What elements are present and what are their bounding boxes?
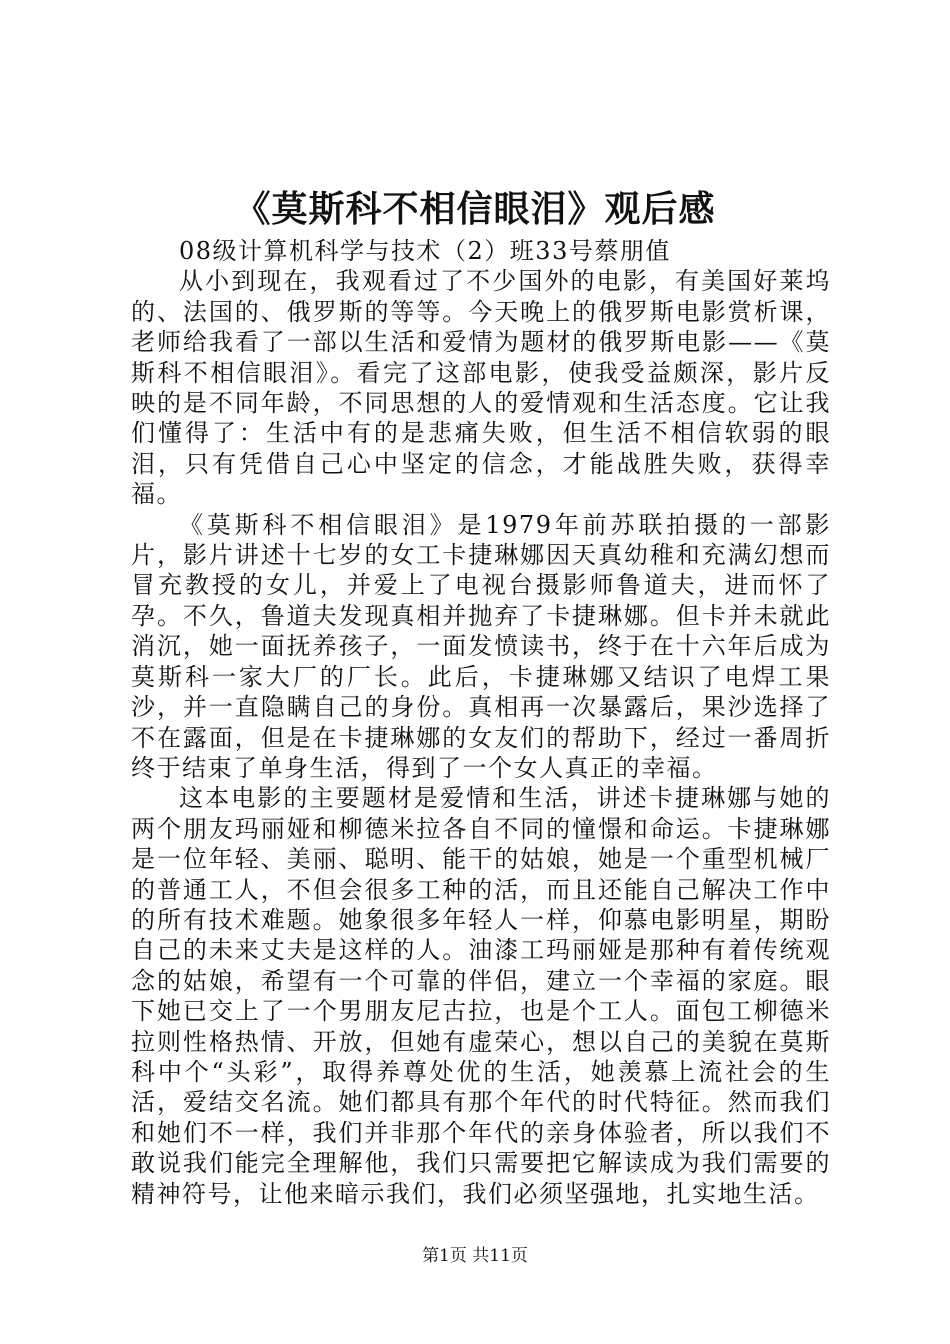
paragraph-analysis: 这本电影的主要题材是爱情和生活，讲述卡捷琳娜与她的两个朋友玛丽娅和柳德米拉各自不同的憧憬和命运。卡捷琳娜是一位年轻、美丽、聪明、能干的姑娘，她是一个重型机械厂的普通工人，不但会很多工种的活，而且还能自己解决工作中的所有技术难题。她象很多年轻人一样，仰慕电影明星，期盼自己的未来丈夫是这样的人。油漆工玛丽娅是那种有着传统观念的姑娘，希望有一个可靠的伴侣，建立一个幸福的家庭。眼下她已交上了一个男朋友尼古拉，也是个工人。面包工柳德米拉则性格热情、开放，但她有虚荣心，想以自己的美貌在莫斯科中个“头彩”，取得养尊处优的生活，她羡慕上流社会的生活，爱结交名流。她们都具有那个年代的时代特征。然而我们和她们不一样，我们并非那个年代的亲身体验者，所以我们不敢说我们能完全理解他，我们只需要把它解读成为我们需要的精神符号，让他来暗示我们，我们必须坚强地，扎实地生活。 xyxy=(131,784,831,1208)
paragraph-intro: 从小到现在，我观看过了不少国外的电影，有美国好莱坞的、法国的、俄罗斯的等等。今天晚上的俄罗斯电影赏析课，老师给我看了一部以生活和爱情为题材的俄罗斯电影——《莫斯科不相信眼泪》。看完了这部电影，使我受益颇深，影片反映的是不同年龄，不同思想的人的爱情观和生活态度。它让我们懂得了：生活中有的是悲痛失败，但生活不相信软弱的眼泪，只有凭借自己心中坚定的信念，才能战胜失败，获得幸福。 xyxy=(131,267,831,509)
author-byline: 08级计算机科学与技术（2）班33号蔡朋值 xyxy=(179,237,671,265)
paragraph-synopsis: 《莫斯科不相信眼泪》是1979年前苏联拍摄的一部影片，影片讲述十七岁的女工卡捷琳娜因天真幼稚和充满幻想而冒充教授的女儿，并爱上了电视台摄影师鲁道夫，进而怀了孕。不久，鲁道夫发现真相并抛弃了卡捷琳娜。但卡并未就此消沉，她一面抚养孩子，一面发愤读书，终于在十六年后成为莫斯科一家大厂的厂长。此后，卡捷琳娜又结识了电焊工果沙，并一直隐瞒自己的身份。真相再一次暴露后，果沙选择了不在露面，但是在卡捷琳娜的女友们的帮助下，经过一番周折终于结束了单身生活，得到了一个女人真正的幸福。 xyxy=(131,510,831,782)
document-body xyxy=(131,236,831,1209)
document-title: 《莫斯科不相信眼泪》观后感 xyxy=(234,188,716,230)
page-number-footer: 第1页 共11页 xyxy=(422,1246,528,1266)
